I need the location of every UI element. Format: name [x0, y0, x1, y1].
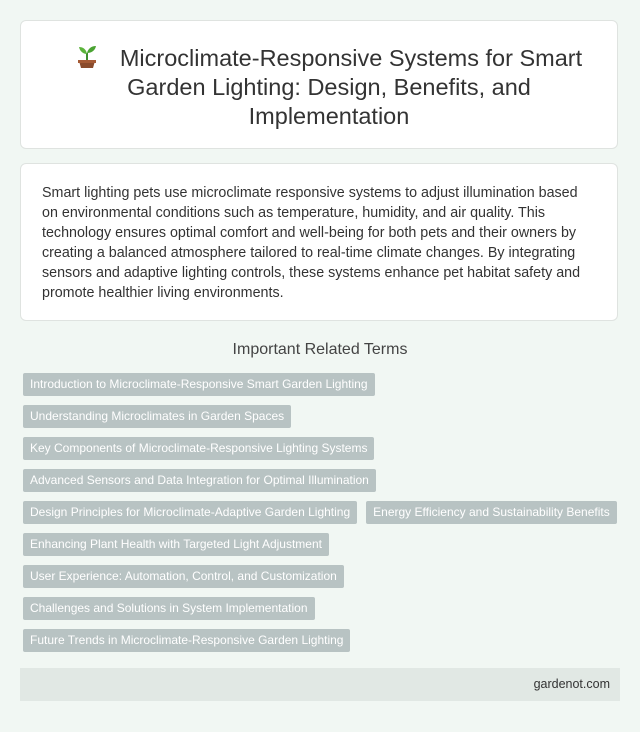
- term-tag[interactable]: Challenges and Solutions in System Implementation: [23, 597, 315, 620]
- header-card: [20, 20, 618, 149]
- term-tag[interactable]: Key Components of Microclimate-Responsive Lighting Systems: [23, 437, 374, 460]
- term-tag[interactable]: Introduction to Microclimate-Responsive Smart Garden Lighting: [23, 373, 375, 396]
- term-tag[interactable]: Understanding Microclimates in Garden Spaces: [23, 405, 291, 428]
- related-terms-title: Important Related Terms: [232, 341, 408, 358]
- term-tag[interactable]: Future Trends in Microclimate-Responsive Garden Lighting: [23, 629, 350, 652]
- term-tag[interactable]: Energy Efficiency and Sustainability Benefits: [366, 501, 617, 524]
- related-terms-list: [23, 373, 623, 661]
- page-title: [61, 43, 597, 131]
- term-tag[interactable]: Advanced Sensors and Data Integration for Optimal Illumination: [23, 469, 376, 492]
- term-tag[interactable]: Enhancing Plant Health with Targeted Light Adjustment: [23, 533, 329, 556]
- footer-site-link[interactable]: gardenot.com: [533, 677, 610, 691]
- intro-card: [20, 163, 618, 321]
- term-tag[interactable]: User Experience: Automation, Control, and Customization: [23, 565, 344, 588]
- term-tag[interactable]: Design Principles for Microclimate-Adaptive Garden Lighting: [23, 501, 357, 524]
- title-text: Microclimate-Responsive Systems for Smart Garden Lighting: Design, Benefits, and Implementation: [119, 45, 583, 129]
- sprout-icon: [76, 43, 98, 69]
- footer: [20, 668, 620, 701]
- intro-text: Smart lighting pets use microclimate responsive systems to adjust illumination based on environmental conditions such as temperature, humidity, and air quality. This technology ensures optimal comfort and well-being for both pets and their owners by creating a balanced atmosphere tailored to real-time climate changes. By integrating sensors and adaptive lighting controls, these systems enhance pet habitat safety and promote healthier living environments.: [42, 185, 581, 301]
